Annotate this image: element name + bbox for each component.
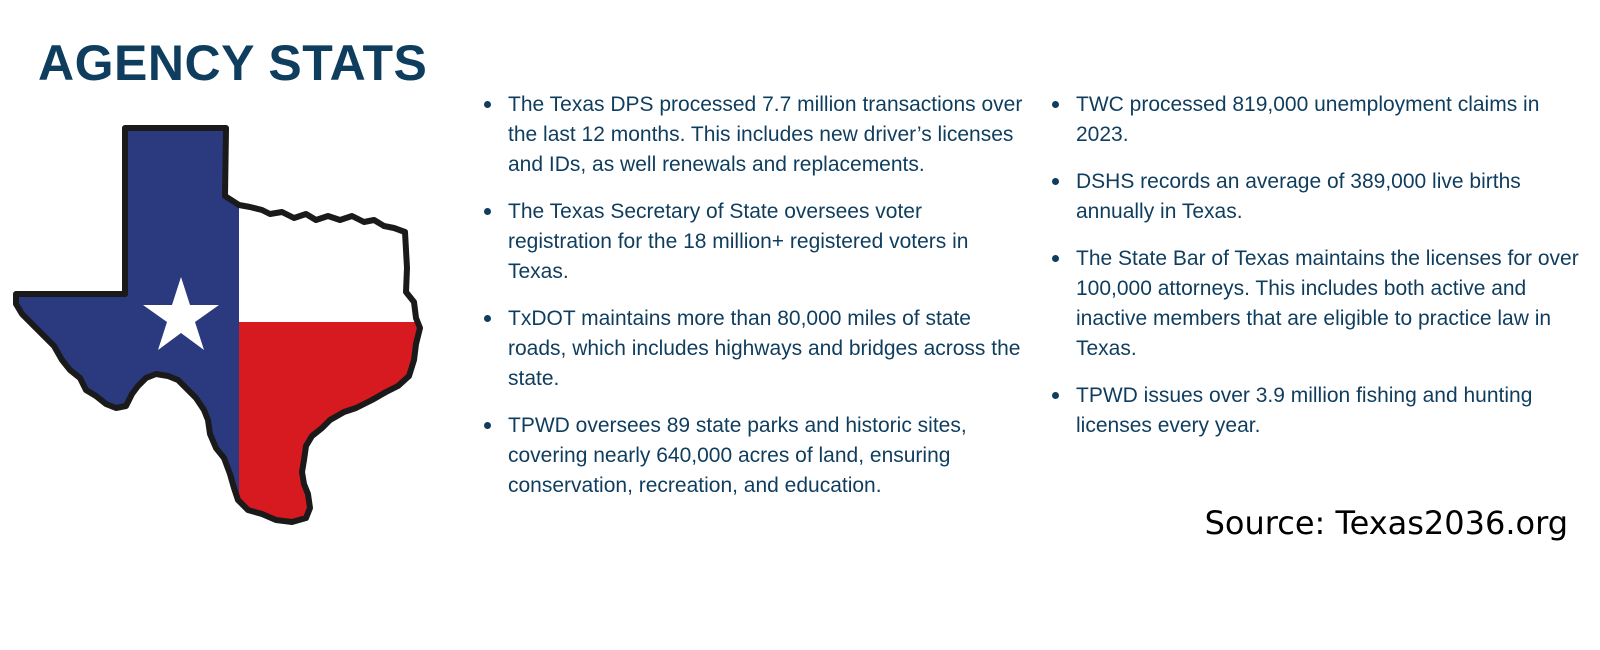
stat-text: The Texas DPS processed 7.7 million transactions over the last 12 months. This includes new driver’s licenses and IDs, as well renewals and replacements. xyxy=(508,93,1023,176)
list-item xyxy=(1048,167,1593,227)
bullet-icon xyxy=(484,315,491,322)
stat-text: TPWD issues over 3.9 million fishing and hunting licenses every year. xyxy=(1076,384,1533,437)
bullet-icon xyxy=(1052,392,1059,399)
list-item xyxy=(480,197,1025,287)
source-credit: Source: Texas2036.org xyxy=(1204,504,1568,542)
bullet-icon xyxy=(1052,178,1059,185)
stat-text: The Texas Secretary of State oversees voter registration for the 18 million+ registered voters in Texas. xyxy=(508,200,969,283)
list-item xyxy=(480,411,1025,501)
list-item xyxy=(480,304,1025,394)
list-item xyxy=(1048,381,1593,441)
stat-text: TxDOT maintains more than 80,000 miles of state roads, which includes highways and bridges across the state. xyxy=(508,307,1021,390)
flag-white-stripe xyxy=(239,122,430,322)
list-item xyxy=(1048,90,1593,150)
list-item xyxy=(1048,244,1593,364)
texas-flag-map-icon xyxy=(10,122,430,542)
stat-text: TPWD oversees 89 state parks and historic sites, covering nearly 640,000 acres of land, ensuring conservation, recreation, and education. xyxy=(508,414,967,497)
stat-text: DSHS records an average of 389,000 live births annually in Texas. xyxy=(1076,170,1521,223)
stat-text: The State Bar of Texas maintains the licenses for over 100,000 attorneys. This includes both active and inactive members that are eligible to practice law in Texas. xyxy=(1076,247,1579,360)
bullet-icon xyxy=(1052,101,1059,108)
stat-text: TWC processed 819,000 unemployment claims in 2023. xyxy=(1076,93,1540,146)
bullet-icon xyxy=(484,101,491,108)
bullet-icon xyxy=(484,422,491,429)
page-title: AGENCY STATS xyxy=(38,35,428,91)
stats-list-right xyxy=(1048,90,1593,458)
stats-list-left xyxy=(480,90,1025,518)
bullet-icon xyxy=(1052,255,1059,262)
flag-red-stripe xyxy=(239,322,430,542)
bullet-icon xyxy=(484,208,491,215)
list-item xyxy=(480,90,1025,180)
